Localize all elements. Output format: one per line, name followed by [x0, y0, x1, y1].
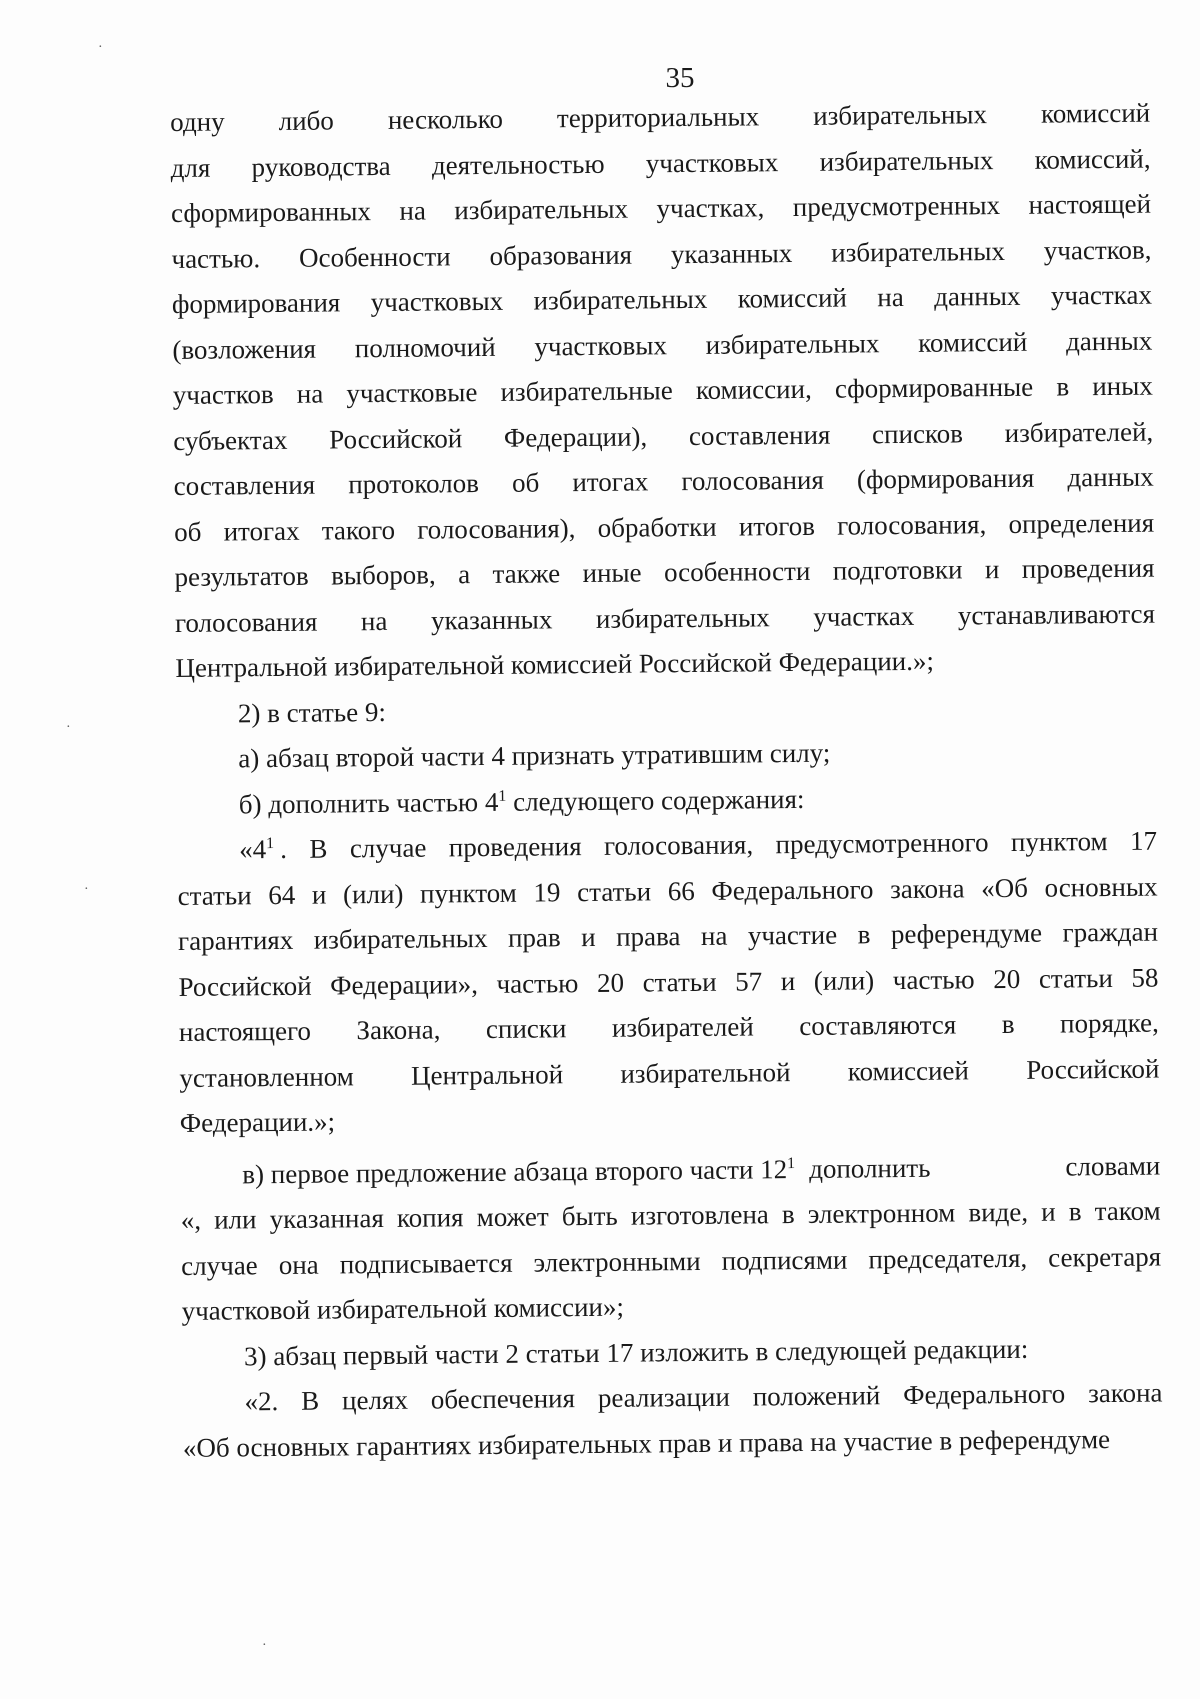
text-line: «Об основных гарантиях избирательных прав и права на участие в референдуме	[182, 1423, 1111, 1463]
word: результатов	[174, 560, 309, 592]
word: избирательных	[705, 327, 880, 360]
superscript: 1	[498, 787, 507, 805]
word: избирательных	[533, 283, 708, 316]
word: комиссий	[918, 326, 1028, 358]
word: избирательные	[500, 375, 673, 407]
word: участие	[747, 919, 838, 951]
word: данных	[1067, 461, 1154, 493]
word: об	[173, 516, 202, 547]
word: на	[296, 378, 324, 409]
word: Особенности	[298, 240, 451, 273]
word: и	[311, 879, 327, 910]
word: итогах	[572, 466, 649, 498]
word: итогов	[738, 510, 816, 542]
word: формирования	[171, 287, 341, 319]
list-item: а) абзац второй части 4 признать утратившим силу;	[238, 737, 831, 774]
word: а	[458, 559, 471, 590]
text-line: Федерации.»;	[179, 1106, 336, 1138]
text-span: в) первое предложение абзаца второго части 12	[242, 1153, 788, 1189]
word: электронными	[533, 1245, 701, 1278]
word: реализации	[597, 1381, 730, 1413]
word: голосования,	[603, 829, 754, 861]
word: проведения	[448, 831, 582, 863]
word: статьи	[1038, 962, 1113, 994]
word: частью.	[171, 242, 261, 274]
quoted-paragraph	[182, 1371, 1163, 1471]
word: подписывается	[339, 1247, 513, 1279]
word: электронном	[807, 1197, 956, 1229]
word: случае	[349, 832, 427, 864]
word: закона	[889, 872, 965, 904]
word: референдуме	[890, 917, 1043, 950]
word: образования	[489, 239, 633, 271]
word: иных	[1092, 370, 1153, 402]
word: избирательных	[313, 922, 488, 955]
text-line: Центральной избирательной комиссией Российской Федерации.»;	[175, 645, 935, 683]
word: пунктом	[419, 877, 517, 909]
word: может	[476, 1201, 549, 1233]
word: статьи	[576, 875, 652, 907]
word: комиссий,	[1034, 143, 1151, 175]
word: дополнить	[809, 1152, 931, 1184]
word: избирательных	[813, 99, 988, 131]
word: сформированных	[170, 196, 372, 228]
word: в	[857, 919, 871, 950]
word: Центральной	[410, 1058, 564, 1091]
word: 19	[533, 876, 561, 908]
word: избирательных	[819, 144, 994, 177]
word: В	[301, 1385, 320, 1416]
word: на	[700, 920, 728, 951]
word: протоколов	[348, 468, 480, 500]
word: комиссий	[1040, 97, 1151, 129]
word: закона	[1087, 1377, 1163, 1409]
word: в	[1068, 1196, 1082, 1227]
word: Федерации),	[503, 420, 648, 453]
word: комиссией	[847, 1054, 970, 1087]
word: такого	[321, 514, 396, 546]
word: устанавливаются	[957, 598, 1156, 630]
word: и	[984, 554, 1000, 585]
word: «2.	[244, 1386, 279, 1417]
word: составляются	[799, 1009, 957, 1042]
word: таком	[1094, 1195, 1161, 1227]
word: составления	[173, 469, 316, 501]
word: избирательных	[454, 193, 629, 226]
text-line	[175, 591, 1155, 646]
list-item-heading: 2) в статье 9:	[237, 696, 387, 728]
word: пунктом	[1010, 826, 1108, 857]
word: основных	[1044, 871, 1158, 903]
word: виде,	[968, 1196, 1029, 1228]
word: на	[360, 605, 388, 636]
word: подготовки	[832, 554, 963, 586]
word: настоящего	[178, 1015, 312, 1047]
word: 66	[667, 875, 695, 906]
word: также	[492, 558, 561, 589]
word: подписями	[721, 1244, 848, 1276]
word: Федерации»,	[330, 968, 479, 1001]
word: положений	[752, 1380, 881, 1412]
word: Российской	[178, 970, 312, 1002]
word: руководства	[251, 150, 391, 182]
text-line	[179, 1001, 1159, 1056]
word: участковые	[346, 377, 478, 409]
word: обработки	[597, 511, 717, 543]
superscript: 1	[266, 835, 275, 853]
word: сформированные	[834, 371, 1034, 404]
document-body	[170, 91, 1163, 1471]
word: Федерального	[903, 1378, 1066, 1411]
word: гарантиях	[177, 924, 294, 956]
word: итогах	[223, 515, 300, 547]
word: полномочий	[354, 331, 496, 363]
word: в	[1001, 1008, 1015, 1040]
word: избирателей	[611, 1011, 754, 1043]
scan-speck: ·	[262, 1638, 267, 1653]
word: составления	[688, 419, 831, 451]
word: данных	[1065, 325, 1153, 356]
word: избирателей,	[1004, 416, 1154, 448]
word: участковых	[370, 285, 504, 318]
text-line	[173, 455, 1153, 510]
word: 17	[1129, 825, 1158, 856]
word: статьи	[177, 879, 252, 911]
word: участков,	[1043, 234, 1152, 266]
text-span: следующего содержания:	[506, 783, 805, 817]
word: избирательных	[831, 235, 1006, 268]
word: Закона,	[356, 1014, 441, 1046]
word: копия	[396, 1202, 464, 1233]
word: установленном	[179, 1060, 354, 1093]
word: права	[615, 921, 681, 952]
word: в	[1056, 371, 1070, 402]
text-span	[239, 827, 274, 873]
word: (формирования	[856, 462, 1035, 495]
text-line	[181, 1234, 1161, 1289]
word: участках	[813, 600, 915, 632]
word: предусмотренного	[775, 827, 989, 860]
word: голосования),	[417, 512, 576, 545]
word: в	[781, 1199, 795, 1230]
word: (или)	[813, 964, 875, 996]
word: территориальных	[556, 101, 760, 134]
word: она	[278, 1249, 319, 1280]
word: голосования	[174, 606, 318, 638]
word: и	[780, 965, 796, 996]
word: выборов,	[330, 559, 436, 591]
scan-speck: ·	[66, 720, 71, 735]
word: 58	[1131, 962, 1159, 993]
text-span: «4	[239, 834, 267, 865]
word: председателя,	[868, 1242, 1028, 1274]
word: списков	[871, 417, 964, 449]
word: данных	[934, 280, 1021, 312]
word: 64	[268, 879, 296, 910]
word: участковых	[534, 329, 668, 362]
word: и	[581, 921, 596, 953]
scan-speck: ·	[84, 882, 89, 897]
text-span	[244, 1371, 1162, 1425]
word: указанных	[670, 237, 793, 269]
word: на	[877, 281, 904, 313]
word: деятельностью	[431, 148, 605, 180]
text-line: участковой избирательной комиссии»;	[181, 1291, 625, 1326]
word: участков	[172, 379, 274, 410]
word: комиссии,	[695, 373, 812, 405]
word: комиссий	[737, 282, 848, 314]
word: 20	[596, 967, 625, 998]
word: (или)	[342, 878, 404, 909]
quoted-paragraph	[177, 819, 1160, 1147]
word: и	[1041, 1196, 1056, 1227]
word: случае	[181, 1249, 258, 1281]
word: словами	[1065, 1150, 1161, 1181]
word: 57	[735, 965, 763, 997]
paragraph	[170, 91, 1156, 692]
word: участковых	[645, 146, 779, 178]
word: указанных	[430, 603, 553, 636]
word: избирательных	[595, 601, 770, 634]
word: секретаря	[1048, 1241, 1162, 1273]
word: участках	[1050, 279, 1153, 311]
word: В	[309, 833, 328, 864]
word: участках,	[656, 192, 765, 224]
word: граждан	[1062, 916, 1159, 948]
word: изготовлена	[630, 1199, 769, 1231]
word: субъектах	[173, 424, 288, 456]
word: порядке,	[1059, 1007, 1159, 1039]
word: одну	[170, 106, 225, 137]
text-span	[809, 1143, 1161, 1192]
word: голосования,	[836, 508, 987, 541]
word: несколько	[387, 103, 504, 135]
word: на	[399, 195, 426, 226]
word: голосования	[681, 464, 824, 497]
word: частью	[496, 967, 579, 999]
word: иные	[582, 557, 642, 589]
word: об	[511, 467, 540, 498]
word: настоящей	[1028, 188, 1152, 220]
word: быть	[561, 1200, 618, 1232]
scan-speck: ·	[98, 40, 103, 55]
word: прав	[507, 922, 561, 953]
word: Российской	[1026, 1053, 1160, 1085]
list-item: 3) абзац первый части 2 статьи 17 изложить в следующей редакции:	[243, 1333, 1029, 1371]
word: «Об	[981, 872, 1029, 903]
page-number: 35	[665, 62, 695, 94]
word: особенности	[663, 555, 811, 588]
word: «,	[180, 1204, 202, 1235]
word: либо	[278, 105, 334, 136]
word: избирательной	[620, 1056, 791, 1089]
word: .	[280, 833, 288, 864]
text-span	[242, 1147, 795, 1198]
word: (возложения	[172, 333, 317, 365]
word: указанная	[269, 1202, 384, 1235]
word: обеспечения	[430, 1383, 576, 1415]
paragraph	[180, 1143, 1162, 1334]
word: определения	[1008, 507, 1155, 539]
superscript: 1	[787, 1154, 796, 1172]
word: для	[170, 152, 211, 183]
word: Федерального	[711, 873, 874, 906]
word: 20	[993, 963, 1021, 994]
text-span: б) дополнить частью 4	[238, 786, 499, 819]
word: проведения	[1021, 552, 1155, 584]
word: или	[213, 1204, 257, 1235]
word: Российской	[329, 422, 463, 454]
word: списки	[485, 1013, 567, 1045]
word: статьи	[642, 966, 717, 998]
word: целях	[341, 1384, 409, 1416]
word: частью	[892, 963, 975, 995]
word: предусмотренных	[792, 190, 1001, 223]
